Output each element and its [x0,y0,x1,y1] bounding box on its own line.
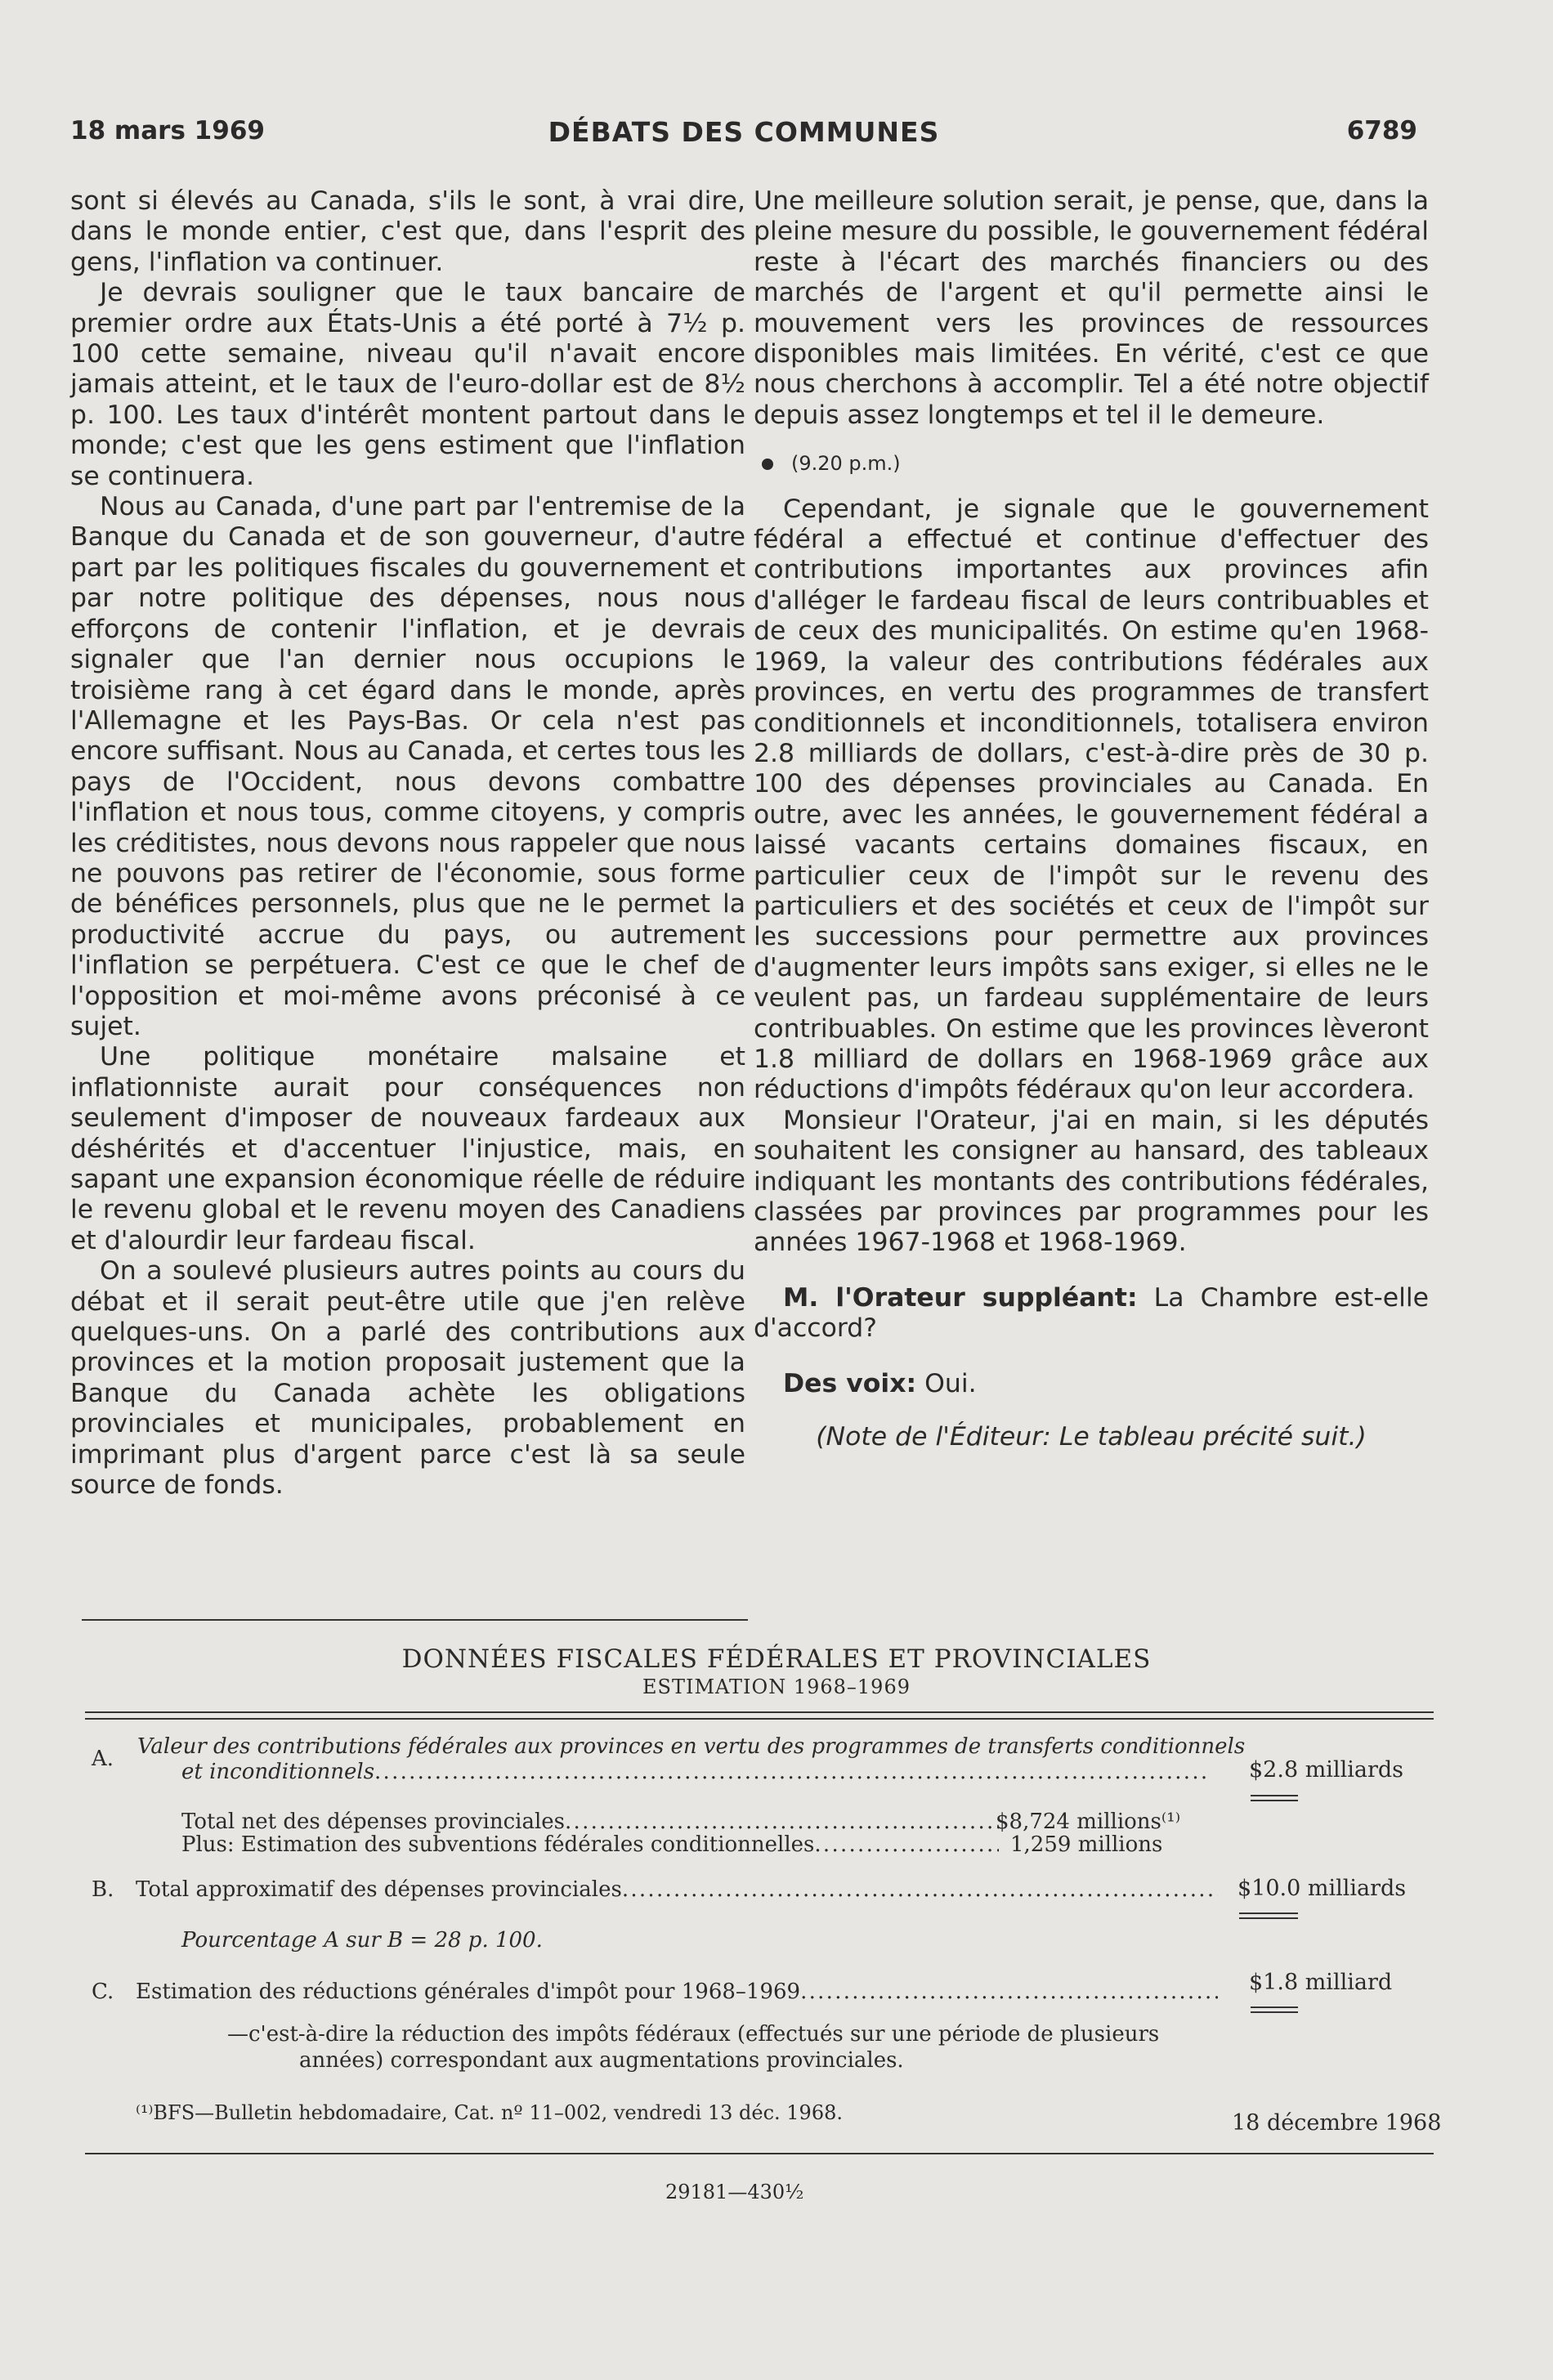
header-date: 18 mars 1969 [70,116,265,145]
bullet-icon [762,459,773,470]
row-letter-b: B. [92,1877,114,1902]
footer-code: 29181—430½ [665,2181,804,2203]
row-a-line2: et inconditionnels . . . [181,1760,1218,1785]
speaker-name: M. l'Orateur suppléant: [783,1282,1138,1313]
row-letter-a: A. [92,1747,114,1771]
percentage-line: Pourcentage A sur B = 28 p. 100. [181,1928,543,1953]
underline [1239,1912,1298,1914]
paragraph: Monsieur l'Orateur, j'ai en main, si les députés souhaitent les consigner au hansard, des tableaux indiquant les montants des contributions fédérales, classées par provinces par programmes pour les années 1967-1968 et 1968-1969. [754,1105,1429,1258]
row-a-value: $2.8 milliards [1249,1757,1403,1783]
paragraph: Une meilleure solution serait, je pense, que, dans la pleine mesure du possible, le gouvernement fédéral reste à l'écart des marchés financiers ou des marchés de l'argent et qu'il permette ainsi le mouvement vers les provinces de ressources disponibles mais limitées. En vérité, c'est ce que nous cherchons à accomplir. Tel a été notre objectif depuis assez longtemps et tel il le demeure. [754,186,1429,430]
row-plus: Plus: Estimation des subventions fédérales conditionnelles . . . [181,1832,999,1858]
underline [1251,1795,1298,1796]
date-stamp: 18 décembre 1968 [1232,2110,1442,2136]
total-net-value: $8,724 millions⁽¹⁾ [996,1810,1181,1834]
paragraph: On a soulevé plusieurs autres points au cours du débat et il serait peut-être utile que j'en relève quelques-uns. On a parlé des contributions aux provinces et la motion proposait justement que la Banque du Canada achète les obligations provinciales et municipales, probablement en imprimant plus d'argent parce c'est là sa seule source de fonds. [70,1256,745,1501]
row-c: Estimation des réductions générales d'impôt pour 1968–1969 . . . [136,1980,1218,2005]
speech-voix: Des voix: Oui. [783,1368,977,1398]
paragraph: Cependant, je signale que le gouvernement fédéral a effectué et continue d'effectuer des contributions importantes aux provinces afin d'alléger le fardeau fiscal de leurs contribuables et de ceux des municipalités. On estime qu'en 1968-1969, la valeur des contributions fédérales aux provinces, en vertu des programmes de transfert conditionnels et inconditionnels, totalisera environ 2.8 milliards de dollars, c'est-à-dire près de 30 p. 100 des dépenses provinciales au Canada. En outre, avec les années, le gouvernement fédéral a laissé vacants certains domaines fiscaux, en particulier ceux de l'impôt sur le revenu des particuliers et des sociétés et ceux de l'impôt sur les successions pour permettre aux provinces d'augmenter leurs impôts sans exiger, si elles ne le veulent pas, un fardeau supplémentaire de leurs contribuables. On estime que les provinces lèveront 1.8 milliard de dollars en 1968-1969 grâce aux réductions d'impôts fédéraux qu'on leur accordera. [754,494,1429,1105]
right-column [754,186,1429,1452]
underline [1251,1800,1298,1801]
editor-note: (Note de l'Éditeur: Le tableau précité suit.) [816,1422,1367,1452]
timestamp: (9.20 p.m.) [762,449,1429,479]
table-title: DONNÉES FISCALES FÉDÉRALES ET PROVINCIALES [401,1644,1152,1674]
divider [82,1619,748,1621]
underline [1251,2006,1298,2008]
table-subtitle: ESTIMATION 1968–1969 [642,1675,911,1698]
footnote: ⁽¹⁾BFS—Bulletin hebdomadaire, Cat. nº 11–002, vendredi 13 déc. 1968. [136,2101,843,2124]
divider [85,1718,1434,1720]
row-c-value: $1.8 milliard [1249,1970,1393,1995]
divider [85,2153,1434,2154]
divider [85,1711,1434,1713]
speech-orateur: M. l'Orateur suppléant: La Chambre est-elle d'accord? [754,1282,1430,1344]
header-title: DÉBATS DES COMMUNES [548,116,940,148]
row-letter-c: C. [92,1980,114,2004]
page-number: 6789 [1346,116,1417,145]
row-a-text: Valeur des contributions fédérales aux provinces en vertu des programmes de transferts conditionnels [137,1734,1246,1759]
paragraph: Une politique monétaire malsaine et inflationniste aurait pour conséquences non seulement d'imposer de nouveaux fardeaux aux déshérités et d'accentuer l'injustice, mais, en sapant une expansion économique réelle de réduire le revenu global et le revenu moyen des Canadiens et d'alourdir leur fardeau fiscal. [70,1042,745,1255]
left-column [70,186,745,1501]
underline [1239,1917,1298,1919]
paragraph: sont si élevés au Canada, s'ils le sont, à vrai dire, dans le monde entier, c'est que, dans l'esprit des gens, l'inflation va continuer. [70,186,745,277]
row-c-note: —c'est-à-dire la réduction des impôts fédéraux (effectués sur une période de plusieurs [227,2022,1160,2047]
row-total-net: Total net des dépenses provinciales . . . [181,1810,999,1835]
page-header [70,116,1417,157]
row-b-value: $10.0 milliards [1237,1876,1407,1901]
paragraph: Nous au Canada, d'une part par l'entremise de la Banque du Canada et de son gouverneur, d'autre part par les politiques fiscales du gouvernement et par notre politique des dépenses, nous nous efforçons de contenir l'inflation, et je devrais signaler que l'an dernier nous occupions le troisième rang à cet égard dans le monde, après l'Allemagne et les Pays-Bas. Or cela n'est pas encore suffisant. Nous au Canada, et certes tous les pays de l'Occident, nous devons combattre l'inflation et nous tous, comme citoyens, y compris les créditistes, nous devons nous rappeler que nous ne pouvons pas retirer de l'économie, sous forme de bénéfices personnels, plus que ne le permet la productivité accrue du pays, ou autrement l'inflation se perpétuera. C'est ce que le chef de l'opposition et moi-même avons préconisé à ce sujet. [70,492,745,1041]
row-b: Total approximatif des dépenses provinciales . . . [136,1877,1218,1903]
paragraph: Je devrais souligner que le taux bancaire de premier ordre aux États-Unis a été porté à 7½ p. 100 cette semaine, niveau qu'il n'avait encore jamais atteint, et le taux de l'euro-dollar est de 8½ p. 100. Les taux d'intérêt montent partout dans le monde; c'est que les gens estiment que l'inflation se continuera. [70,278,745,491]
row-c-note: années) correspondant aux augmentations provinciales. [299,2048,904,2073]
speaker-name: Des voix: [783,1368,917,1398]
plus-value: 1,259 millions [1010,1832,1163,1857]
underline [1251,2011,1298,2013]
